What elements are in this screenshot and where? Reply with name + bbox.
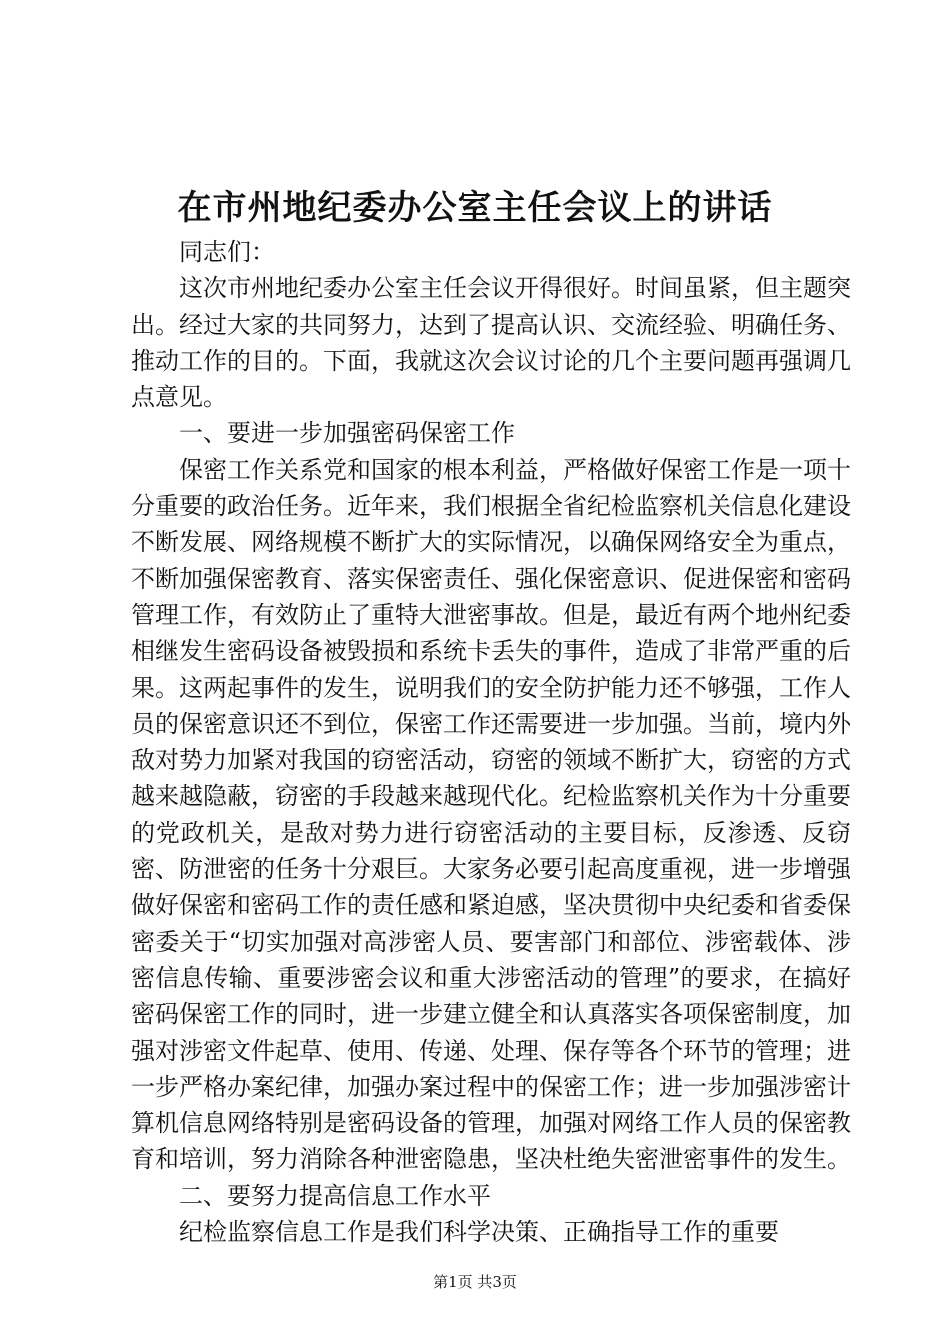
document-title: 在市州地纪委办公室主任会议上的讲话 bbox=[177, 188, 773, 228]
body-paragraph: 保密工作关系党和国家的根本利益，严格做好保密工作是一项十分重要的政治任务。近年来，我们根据全省纪检监察机关信息化建设不断发展、网络规模不断扩大的实际情况，以确保网络安全为重点，不断加强保密教育、落实保密责任、强化保密意识、促进保密和密码管理工作，有效防止了重特大泄密事故。但是，最近有两个地州纪委相继发生密码设备被毁损和系统卡丢失的事件，造成了非常严重的后果。这两起事件的发生，说明我们的安全防护能力还不够强，工作人员的保密意识还不到位，保密工作还需要进一步加强。当前，境内外敌对势力加紧对我国的窃密活动，窃密的领域不断扩大，窃密的方式越来越隐蔽，窃密的手段越来越现代化。纪检监察机关作为十分重要的党政机关，是敌对势力进行窃密活动的主要目标，反渗透、反窃密、防泄密的任务十分艰巨。大家务必要引起高度重视，进一步增强做好保密和密码工作的责任感和紧迫感，坚决贯彻中央纪委和省委保密委关于“切实加强对高涉密人员、要害部门和部位、涉密载体、涉密信息传输、重要涉密会议和重大涉密活动的管理”的要求，在搞好密码保密工作的同时，进一步建立健全和认真落实各项保密制度，加强对涉密文件起草、使用、传递、处理、保存等各个环节的管理；进一步严格办案纪律，加强办案过程中的保密工作；进一步加强涉密计算机信息网络特别是密码设备的管理，加强对网络工作人员的保密教育和培训，努力消除各种泄密隐患，坚决杜绝失密泄密事件的发生。 bbox=[131, 455, 851, 1174]
page-footer: 第1页 共3页 bbox=[433, 1273, 517, 1291]
body-paragraph: 这次市州地纪委办公室主任会议开得很好。时间虽紧，但主题突出。经过大家的共同努力，达到了提高认识、交流经验、明确任务、推动工作的目的。下面，我就这次会议讨论的几个主要问题再强调几点意见。 bbox=[131, 274, 851, 412]
salutation: 同志们： bbox=[179, 238, 275, 266]
document-body bbox=[131, 234, 851, 1250]
section-heading-1: 一、要进一步加强密码保密工作 bbox=[179, 419, 515, 448]
body-paragraph: 纪检监察信息工作是我们科学决策、正确指导工作的重要 bbox=[179, 1218, 779, 1247]
section-heading-2: 二、要努力提高信息工作水平 bbox=[179, 1181, 491, 1210]
